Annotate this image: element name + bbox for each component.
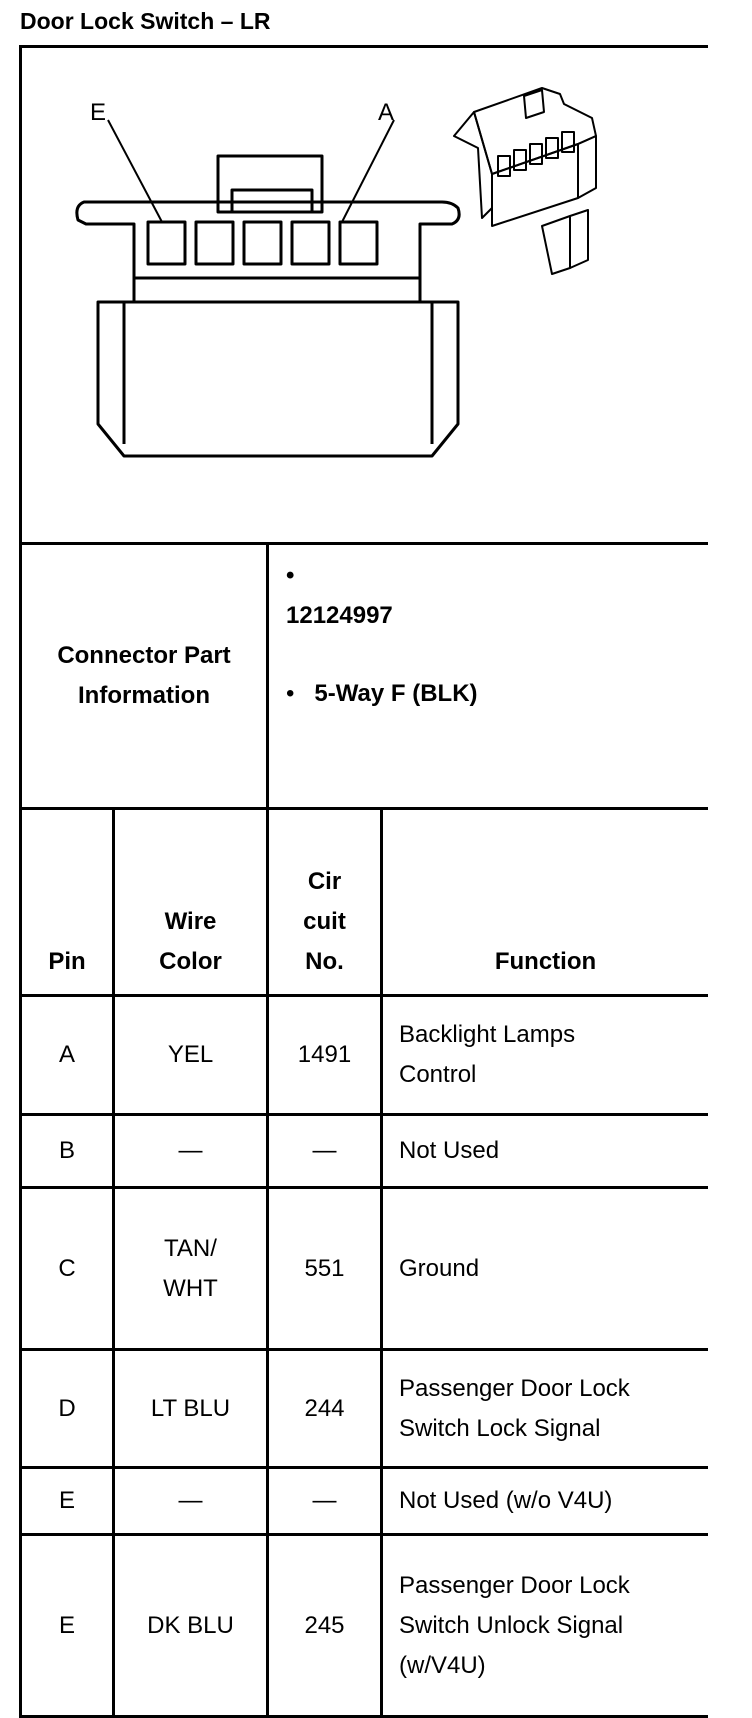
header-function: Function bbox=[494, 948, 597, 975]
pin-label-a: A bbox=[378, 99, 395, 126]
row-wire-color: — bbox=[178, 1137, 203, 1164]
bullet-mark: • bbox=[286, 680, 295, 707]
row-function: Passenger Door Lock Switch Unlock Signal (w/V4U) bbox=[399, 1571, 630, 1679]
row-wire-color: DK BLU bbox=[147, 1611, 234, 1639]
row-wire-color: LT BLU bbox=[150, 1394, 231, 1422]
row-pin: E bbox=[58, 1611, 75, 1639]
connector-info-values bbox=[286, 556, 478, 714]
row-pin: E bbox=[58, 1487, 75, 1514]
row-circuit: 551 bbox=[304, 1254, 345, 1282]
part-number: 12124997 bbox=[286, 602, 393, 629]
header-pin: Pin bbox=[48, 948, 86, 975]
row-pin: A bbox=[58, 1041, 75, 1068]
row-function: Ground bbox=[399, 1254, 480, 1282]
connector-face-drawing bbox=[22, 48, 708, 542]
row-pin: B bbox=[58, 1137, 75, 1164]
row-circuit: 1491 bbox=[297, 1041, 352, 1068]
row-function: Passenger Door Lock Switch Lock Signal bbox=[399, 1374, 630, 1442]
row-function: Not Used bbox=[399, 1137, 500, 1164]
row-function: Not Used (w/o V4U) bbox=[399, 1487, 613, 1514]
header-wire-color: Wire Color bbox=[159, 908, 222, 975]
part-description: 5-Way F (BLK) bbox=[314, 680, 478, 707]
row-circuit: — bbox=[312, 1137, 337, 1164]
page-title: Door Lock Switch – LR bbox=[20, 8, 271, 34]
connector-iso-drawing bbox=[454, 88, 596, 274]
row-pin: C bbox=[58, 1254, 76, 1282]
connector-info-label: Connector Part Information bbox=[57, 642, 231, 709]
row-circuit: 244 bbox=[304, 1394, 345, 1422]
part-description-row bbox=[286, 674, 478, 714]
header-circuit: Cir cuit No. bbox=[303, 868, 346, 975]
bullet-empty: • bbox=[286, 562, 295, 589]
connector-diagram bbox=[22, 48, 708, 542]
row-circuit: — bbox=[312, 1487, 337, 1514]
row-wire-color: TAN/ WHT bbox=[163, 1234, 218, 1302]
pin-label-e: E bbox=[90, 99, 107, 126]
row-wire-color: — bbox=[178, 1487, 203, 1514]
row-pin: D bbox=[58, 1394, 76, 1422]
row-function: Backlight Lamps Control bbox=[399, 1021, 576, 1088]
row-wire-color: YEL bbox=[167, 1041, 214, 1068]
row-circuit: 245 bbox=[304, 1611, 345, 1639]
